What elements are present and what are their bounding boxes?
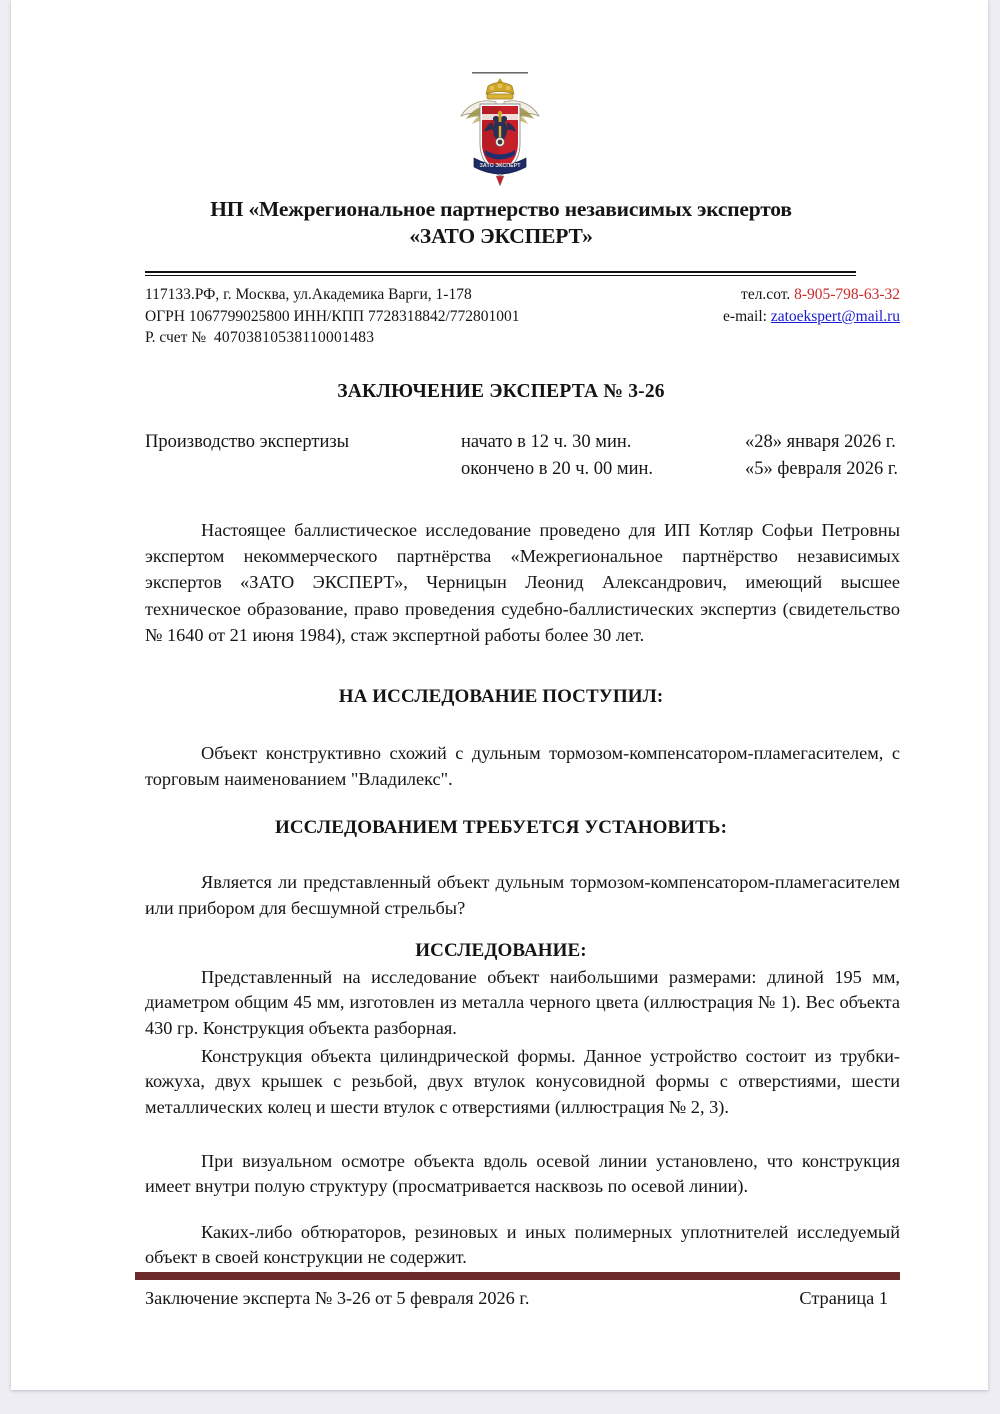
email-label: e-mail: (723, 307, 767, 325)
document-title: ЗАКЛЮЧЕНИЕ ЭКСПЕРТА № 3-26 (337, 381, 665, 402)
research-paragraph-4: Каких-либо обтюраторов, резиновых и иных полимерных уплотнителей исследуемый объект в своей конструкции не содержит. (145, 1222, 900, 1268)
production-row-started (145, 429, 900, 456)
footer-divider (135, 1272, 900, 1280)
page-content (11, 0, 988, 1390)
started-time: начато в 12 ч. 30 мин. (461, 432, 632, 452)
zato-expert-emblem (452, 72, 548, 190)
received-heading: НА ИССЛЕДОВАНИЕ ПОСТУПИЛ: (338, 686, 664, 707)
account-number: 40703810538110001483 (213, 329, 375, 346)
questions-heading: ИССЛЕДОВАНИЕМ ТРЕБУЕТСЯ УСТАНОВИТЬ: (274, 817, 728, 838)
phone-number: 8-905-798-63-32 (794, 286, 900, 303)
crown-icon (486, 78, 514, 99)
phone-block (741, 284, 900, 306)
research-paragraph-3: При визуальном осмотре объекта вдоль осевой линии установлено, что конструкция имеет внутри полую структуру (просматривается насквозь по осевой линии). (145, 1151, 900, 1197)
org-title-line-1: НП «Межрегиональное партнерство независимых экспертов (210, 197, 792, 221)
contacts-row-1 (145, 284, 900, 306)
research-paragraph-2: Конструкция объекта цилиндрической формы. Данное устройство состоит из трубки-кожуха, двух крышек с резьбой, двух втулок конусовидной формы с отверстиями, шести металлических колец и шести втулок с отверстиями (иллюстрация № 2, 3). (145, 1046, 900, 1117)
production-row-finished (145, 456, 900, 483)
questions-paragraph: Является ли представленный объект дульным тормозом-компенсатором-пламегасителем или прибором для бесшумной стрельбы? (145, 872, 900, 919)
started-date: «28» января 2026 г. (745, 432, 896, 452)
account-block (145, 327, 374, 349)
account-label: Р. счет № (145, 329, 207, 346)
phone-label: тел.сот. (741, 286, 791, 303)
footer-page-number: Страница 1 (799, 1288, 888, 1308)
research-paragraph-1: Представленный на исследование объект наибольшими размерами: длиной 195 мм, диаметром общим 45 мм, изготовлен из металла черного цвета (иллюстрация № 1). Вес объекта 430 гр. Конструкция объекта разборная. (145, 967, 900, 1038)
ribbon-text: ЗАТО ЭКСПЕРТ (478, 163, 521, 169)
email-link[interactable]: zatoekspert@mail.ru (770, 307, 900, 325)
address-text: 117133.РФ, г. Москва, ул.Академика Варги, 1-178 (145, 286, 472, 303)
contacts-block (145, 284, 900, 349)
document-page (11, 0, 988, 1390)
emblem-container (11, 72, 988, 195)
intro-paragraph: Настоящее баллистическое исследование проведено для ИП Котляр Софьи Петровны экспертом некоммерческого партнёрства «Межрегиональное партнёрство независимых экспертов «ЗАТО ЭКСПЕРТ», Черницын Леонид Александрович, имеющий высшее техническое образование, право проведения судебно-баллистических экспертиз (свидетельство № 1640 от 21 июня 1984), стаж экспертной работы более 30 лет. (145, 520, 900, 645)
finished-date: «5» февраля 2026 г. (745, 459, 899, 479)
research-heading: ИССЛЕДОВАНИЕ: (415, 940, 587, 961)
finished-time: окончено в 20 ч. 00 мин. (461, 459, 654, 479)
production-block (145, 429, 900, 483)
emblem-svg (452, 72, 548, 190)
page-footer (145, 1288, 910, 1314)
organisation-title (131, 196, 871, 250)
received-paragraph: Объект конструктивно схожий с дульным тормозом-компенсатором-пламегасителем, с торговым наименованием "Владилекс". (145, 743, 900, 790)
footer-reference: Заключение эксперта № 3-26 от 5 февраля 2026 г. (145, 1288, 530, 1308)
org-title-line-2: «ЗАТО ЭКСПЕРТ» (409, 224, 593, 248)
contacts-row-3 (145, 327, 900, 349)
production-label: Производство экспертизы (145, 432, 350, 452)
header-divider (145, 271, 856, 276)
registration-text: ОГРН 1067799025800 ИНН/КПП 7728318842/772801001 (145, 307, 520, 325)
contacts-row-2 (145, 306, 900, 328)
email-block (723, 306, 900, 328)
